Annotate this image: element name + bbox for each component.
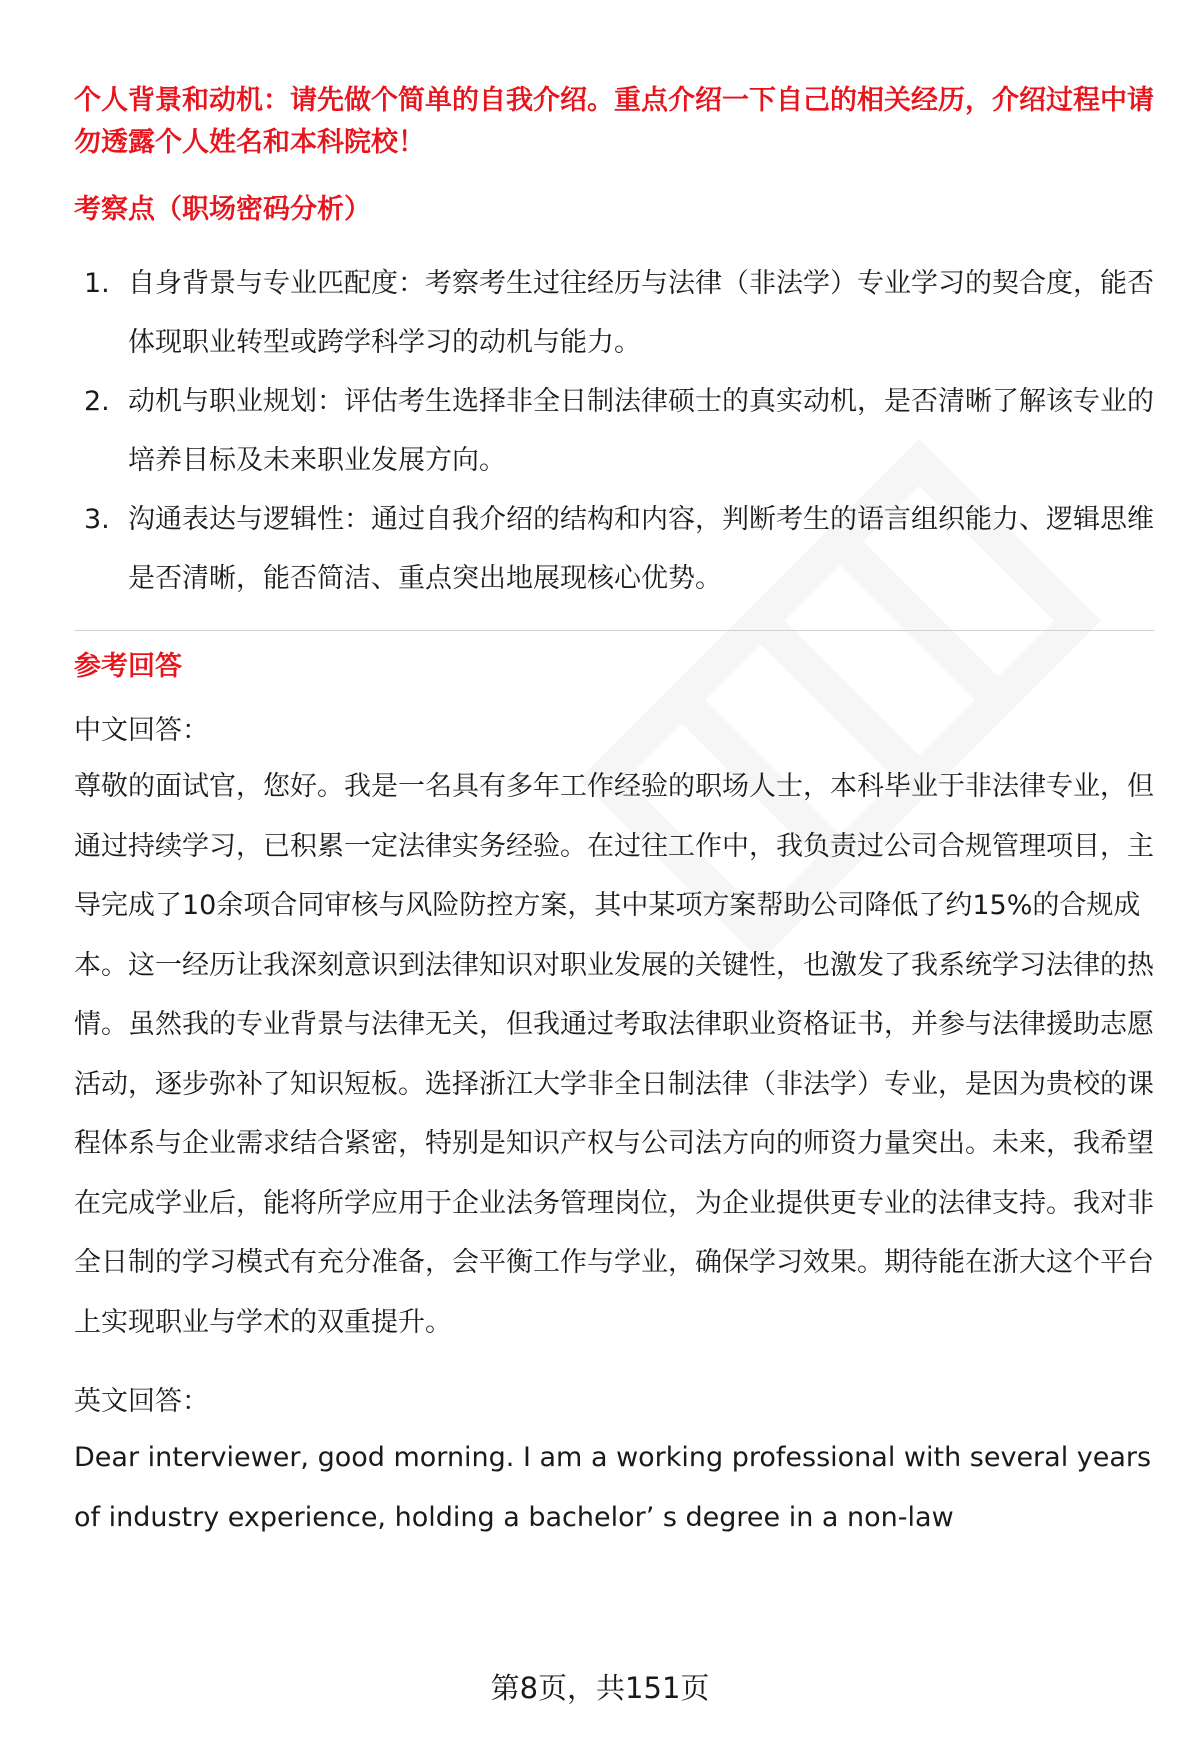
- english-answer-text: Dear interviewer, good morning. I am a working professional with several years of industry experience, holding a bachelor’ s degree in a non-law: [74, 1442, 1152, 1533]
- assessment-point-1: [74, 254, 1154, 372]
- assessment-point-2: [74, 372, 1154, 490]
- point-text: 动机与职业规划：评估考生选择非全日制法律硕士的真实动机，是否清晰了解该专业的培养目标及未来职业发展方向。: [128, 386, 1154, 476]
- assessment-point-3: [74, 490, 1154, 608]
- english-answer-label: 英文回答：: [74, 1386, 209, 1417]
- point-number: 1.: [84, 268, 110, 299]
- page-number-footer: 第8页，共151页: [490, 1671, 710, 1705]
- assessment-points: [74, 254, 1154, 608]
- reference-heading: 参考回答: [74, 651, 182, 682]
- point-text: 沟通表达与逻辑性：通过自我介绍的结构和内容，判断考生的语言组织能力、逻辑思维是否清晰，能否简洁、重点突出地展现核心优势。: [128, 504, 1154, 594]
- point-text: 自身背景与专业匹配度：考察考生过往经历与法律（非法学）专业学习的契合度，能否体现职业转型或跨学科学习的动机与能力。: [128, 268, 1154, 358]
- chinese-answer-label: 中文回答：: [74, 715, 209, 746]
- content-area: [74, 80, 1154, 1547]
- chinese-answer-text: 尊敬的面试官，您好。我是一名具有多年工作经验的职场人士，本科毕业于非法律专业，但通过持续学习，已积累一定法律实务经验。在过往工作中，我负责过公司合规管理项目，主导完成了10余项合同审核与风险防控方案，其中某项方案帮助公司降低了约15%的合规成本。这一经历让我深刻意识到法律知识对职业发展的关键性，也激发了我系统学习法律的热情。虽然我的专业背景与法律无关，但我通过考取法律职业资格证书，并参与法律援助志愿活动，逐步弥补了知识短板。选择浙江大学非全日制法律（非法学）专业，是因为贵校的课程体系与企业需求结合紧密，特别是知识产权与公司法方向的师资力量突出。未来，我希望在完成学业后，能将所学应用于企业法务管理岗位，为企业提供更专业的法律支持。我对非全日制的学习模式有充分准备，会平衡工作与学业，确保学习效果。期待能在浙大这个平台上实现职业与学术的双重提升。: [74, 771, 1154, 1338]
- section-divider: [74, 630, 1154, 631]
- point-number: 3.: [84, 504, 110, 535]
- assessment-heading: 考察点（职场密码分析）: [74, 194, 371, 225]
- point-number: 2.: [84, 386, 110, 417]
- question-text: 个人背景和动机：请先做个简单的自我介绍。重点介绍一下自己的相关经历，介绍过程中请勿透露个人姓名和本科院校！: [74, 85, 1154, 158]
